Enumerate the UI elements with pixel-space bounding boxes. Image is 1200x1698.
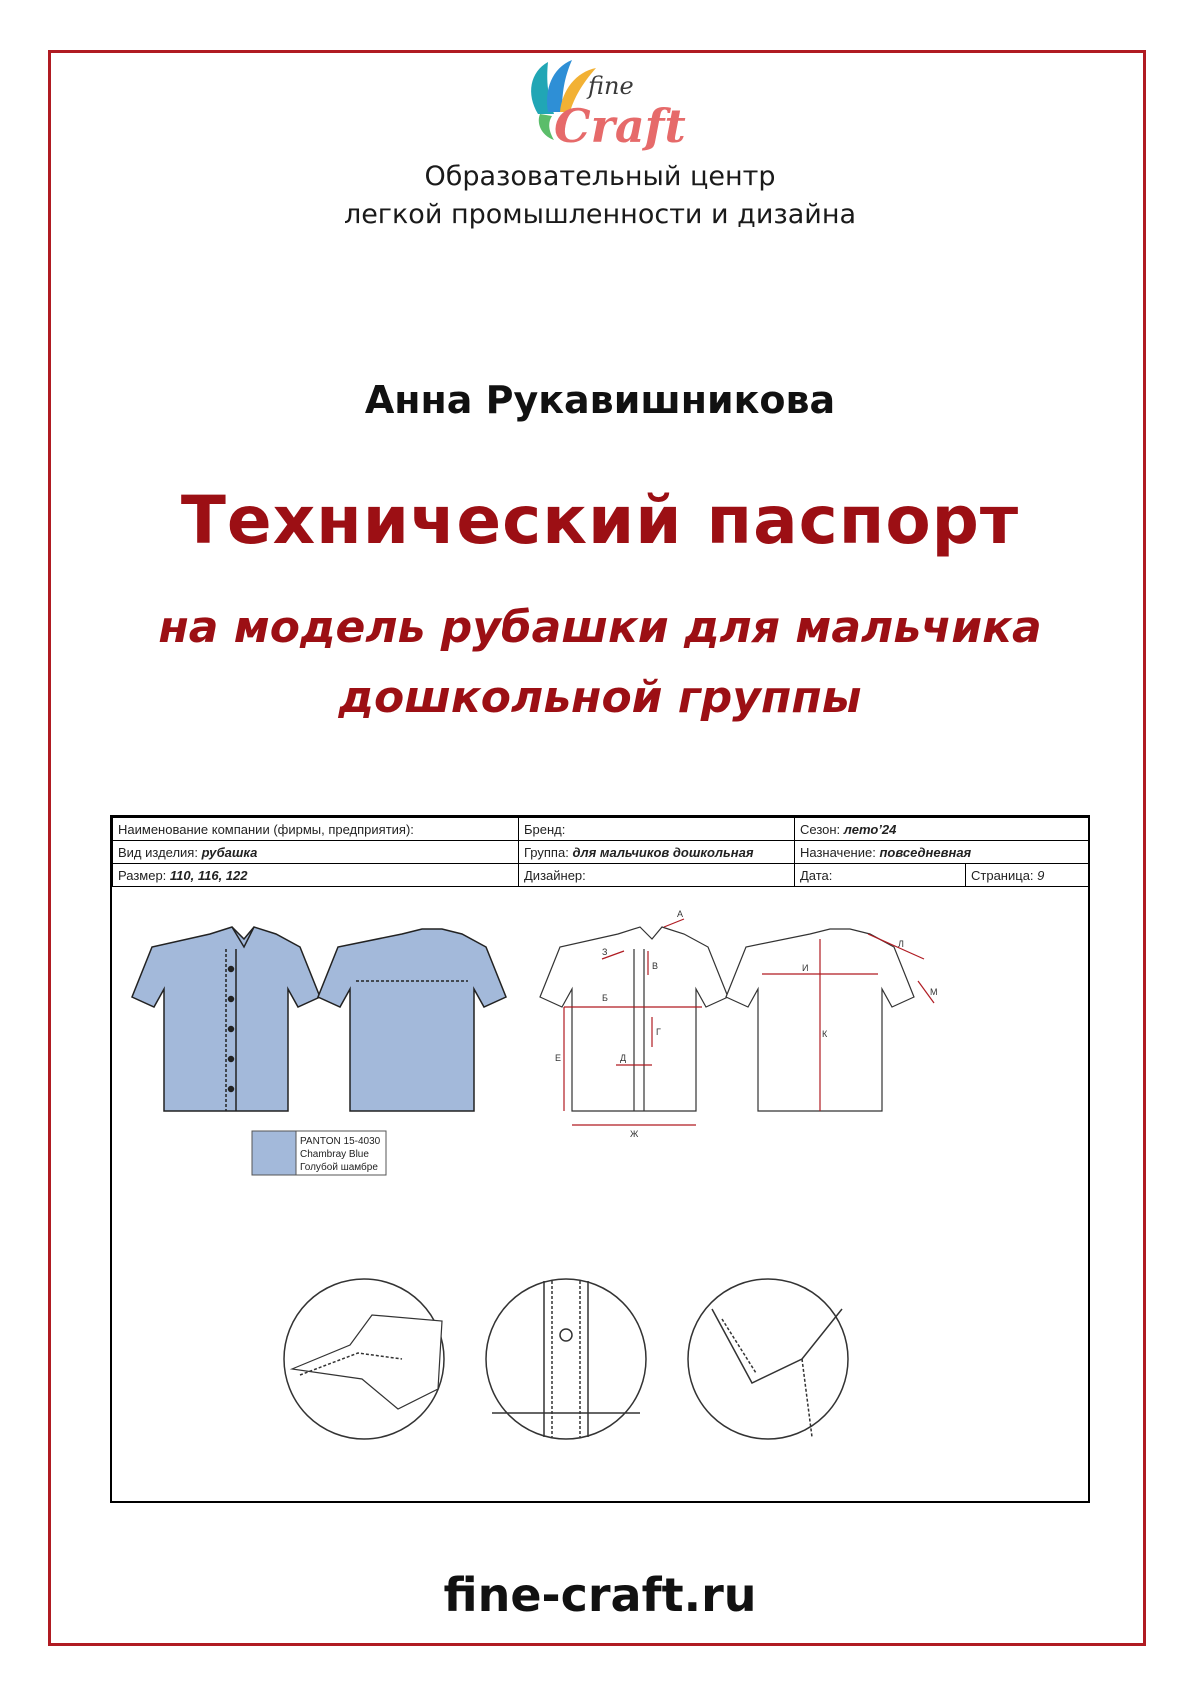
detail-sleeve	[688, 1279, 848, 1439]
svg-text:PANTON 15-4030: PANTON 15-4030	[300, 1136, 381, 1147]
svg-text:Е: Е	[555, 1053, 562, 1063]
svg-text:Д: Д	[620, 1053, 627, 1063]
subtitle-line2: дошкольной группы	[338, 672, 862, 723]
subtitle-line1: на модель рубашки для мальчика	[158, 602, 1042, 653]
document-title: Технический паспорт	[180, 482, 1020, 559]
purpose-cell: Назначение: повседневная	[795, 841, 1089, 864]
season-cell: Сезон: лето’24	[795, 818, 1089, 841]
svg-text:Голубой шамбре: Голубой шамбре	[300, 1162, 378, 1173]
brand-cell: Бренд:	[519, 818, 795, 841]
size-cell: Размер: 110, 116, 122	[113, 864, 519, 887]
svg-text:К: К	[822, 1029, 828, 1039]
svg-text:Г: Г	[656, 1027, 661, 1037]
technical-drawing	[112, 889, 1088, 1501]
item-cell: Вид изделия: рубашка	[113, 841, 519, 864]
fine-craft-logo	[518, 54, 688, 164]
svg-text:Б: Б	[602, 993, 608, 1003]
company-cell: Наименование компании (фирмы, предприятия):	[113, 818, 519, 841]
svg-text:З: З	[602, 947, 608, 957]
svg-text:М: М	[930, 987, 938, 997]
org-name-line2: легкой промышленности и дизайна	[343, 199, 857, 230]
detail-placket	[486, 1279, 646, 1439]
svg-text:fine: fine	[588, 72, 634, 100]
author-name: Анна Рукавишникова	[364, 378, 836, 422]
color-swatch	[252, 1131, 386, 1175]
tech-sheet-table	[112, 817, 1089, 887]
svg-text:Л: Л	[898, 939, 904, 949]
svg-text:Craft: Craft	[554, 99, 686, 153]
org-name-line1: Образовательный центр	[424, 161, 776, 192]
date-cell: Дата:	[795, 864, 966, 887]
detail-collar	[284, 1279, 444, 1439]
svg-text:Chambray Blue: Chambray Blue	[300, 1149, 369, 1160]
svg-text:И: И	[802, 963, 809, 973]
page-cell: Страница: 9	[966, 864, 1089, 887]
svg-text:Ж: Ж	[630, 1129, 639, 1139]
svg-text:В: В	[652, 961, 659, 971]
shirt-back-blue	[318, 929, 506, 1111]
site-url[interactable]: fine-craft.ru	[443, 1568, 757, 1622]
shirt-front-measured	[540, 927, 728, 1111]
svg-text:А: А	[677, 909, 684, 919]
group-cell: Группа: для мальчиков дошкольная	[519, 841, 795, 864]
designer-cell: Дизайнер:	[519, 864, 795, 887]
shirt-front-blue	[132, 927, 320, 1111]
tech-sheet	[110, 815, 1090, 1503]
